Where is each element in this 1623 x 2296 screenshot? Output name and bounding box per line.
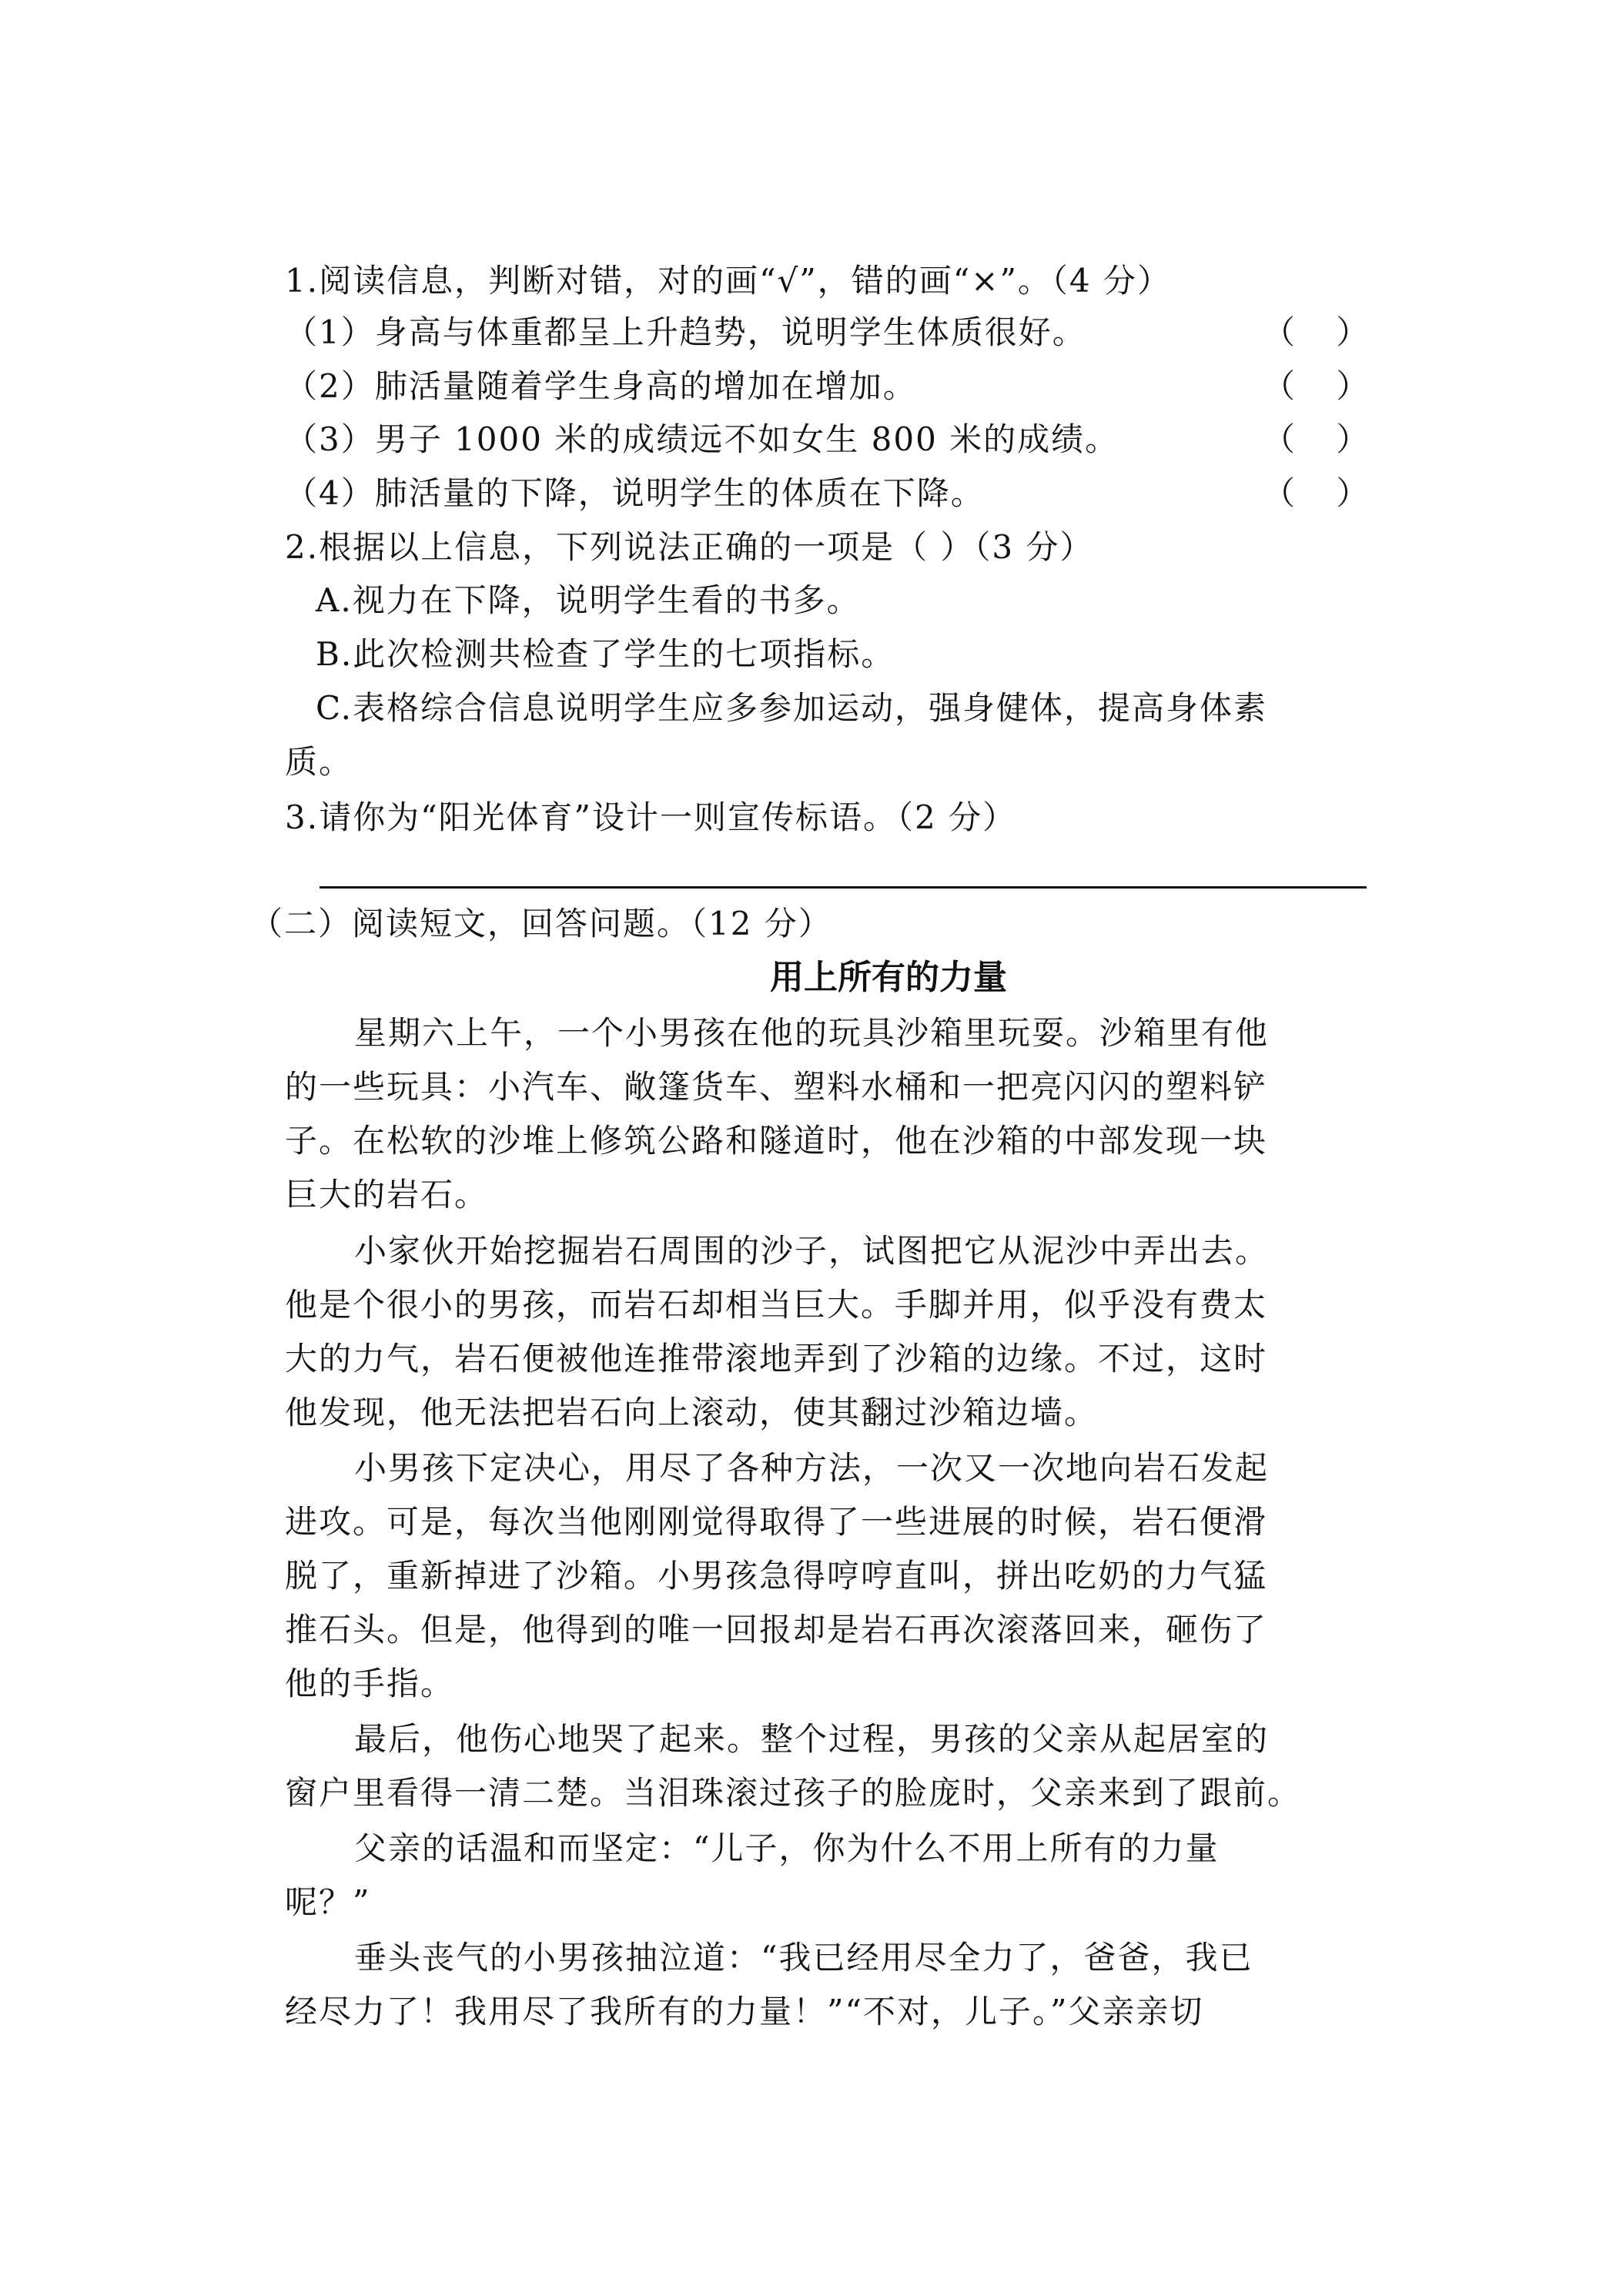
passage-line: 经尽力了！我用尽了我所有的力量！”“不对，儿子。”父亲亲切	[285, 1993, 1204, 2030]
passage-line: 的一些玩具：小汽车、敞篷货车、塑料水桶和一把亮闪闪的塑料铲	[285, 1068, 1268, 1106]
answer-blank-2[interactable]: （ ）	[1263, 367, 1369, 405]
answer-line[interactable]	[320, 886, 1367, 889]
passage-line: 呢？”	[285, 1883, 371, 1921]
passage-line: 垂头丧气的小男孩抽泣道：“我已经用尽全力了，爸爸，我已	[354, 1939, 1253, 1976]
passage-line: 星期六上午，一个小男孩在他的玩具沙箱里玩耍。沙箱里有他	[354, 1014, 1270, 1052]
passage-line: 小男孩下定决心，用尽了各种方法，一次又一次地向岩石发起	[354, 1449, 1270, 1487]
question-2-stem: 2.根据以上信息，下列说法正确的一项是（ ）（3 分）	[285, 528, 1094, 566]
question-1-stem: 1.阅读信息，判断对错，对的画“√”，错的画“×”。（4 分）	[285, 262, 1171, 300]
answer-blank-3[interactable]: （ ）	[1263, 420, 1369, 458]
passage-line: 他的手指。	[285, 1665, 455, 1702]
passage-line: 脱了，重新掉进了沙箱。小男孩急得哼哼直叫，拼出吃奶的力气猛	[285, 1557, 1268, 1595]
passage-line: 推石头。但是，他得到的唯一回报却是岩石再次滚落回来，砸伤了	[285, 1611, 1268, 1648]
passage-line: 大的力气，岩石便被他连推带滚地弄到了沙箱的边缘。不过，这时	[285, 1340, 1268, 1377]
question-1-item-1: （1）身高与体重都呈上升趋势，说明学生体质很好。	[285, 313, 1086, 351]
question-3-stem: 3.请你为“阳光体育”设计一则宣传标语。（2 分）	[285, 798, 1017, 836]
question-2-option-b: B.此次检测共检查了学生的七项指标。	[316, 635, 895, 673]
passage-line: 他是个很小的男孩，而岩石却相当巨大。手脚并用，似乎没有费太	[285, 1286, 1268, 1324]
passage-line: 小家伙开始挖掘岩石周围的沙子，试图把它从泥沙中弄出去。	[354, 1232, 1270, 1270]
passage-line: 父亲的话温和而坚定：“儿子，你为什么不用上所有的力量	[354, 1829, 1220, 1867]
question-1-item-4: （4）肺活量的下降，说明学生的体质在下降。	[285, 474, 985, 512]
question-2-option-c-cont: 质。	[285, 743, 353, 781]
answer-blank-1[interactable]: （ ）	[1263, 313, 1369, 351]
passage-line: 窗户里看得一清二楚。当泪珠滚过孩子的脸庞时，父亲来到了跟前。	[285, 1774, 1302, 1812]
passage-line: 进攻。可是，每次当他刚刚觉得取得了一些进展的时候，岩石便滑	[285, 1503, 1268, 1541]
passage-title: 用上所有的力量	[770, 958, 1007, 997]
passage-line: 最后，他伤心地哭了起来。整个过程，男孩的父亲从起居室的	[354, 1720, 1270, 1758]
answer-blank-4[interactable]: （ ）	[1263, 474, 1369, 512]
question-2-option-c: C.表格综合信息说明学生应多参加运动，强身健体，提高身体素	[316, 689, 1267, 727]
passage-line: 巨大的岩石。	[285, 1176, 489, 1213]
question-2-option-a: A.视力在下降，说明学生看的书多。	[316, 581, 861, 619]
question-1-item-3: （3）男子 1000 米的成绩远不如女生 800 米的成绩。	[285, 420, 1119, 458]
passage-line: 子。在松软的沙堆上修筑公路和隧道时，他在沙箱的中部发现一块	[285, 1122, 1268, 1160]
section-heading: （二）阅读短文，回答问题。（12 分）	[250, 905, 832, 942]
question-1-item-2: （2）肺活量随着学生身高的增加在增加。	[285, 367, 917, 405]
passage-line: 他发现，他无法把岩石向上滚动，使其翻过沙箱边墙。	[285, 1394, 1099, 1431]
